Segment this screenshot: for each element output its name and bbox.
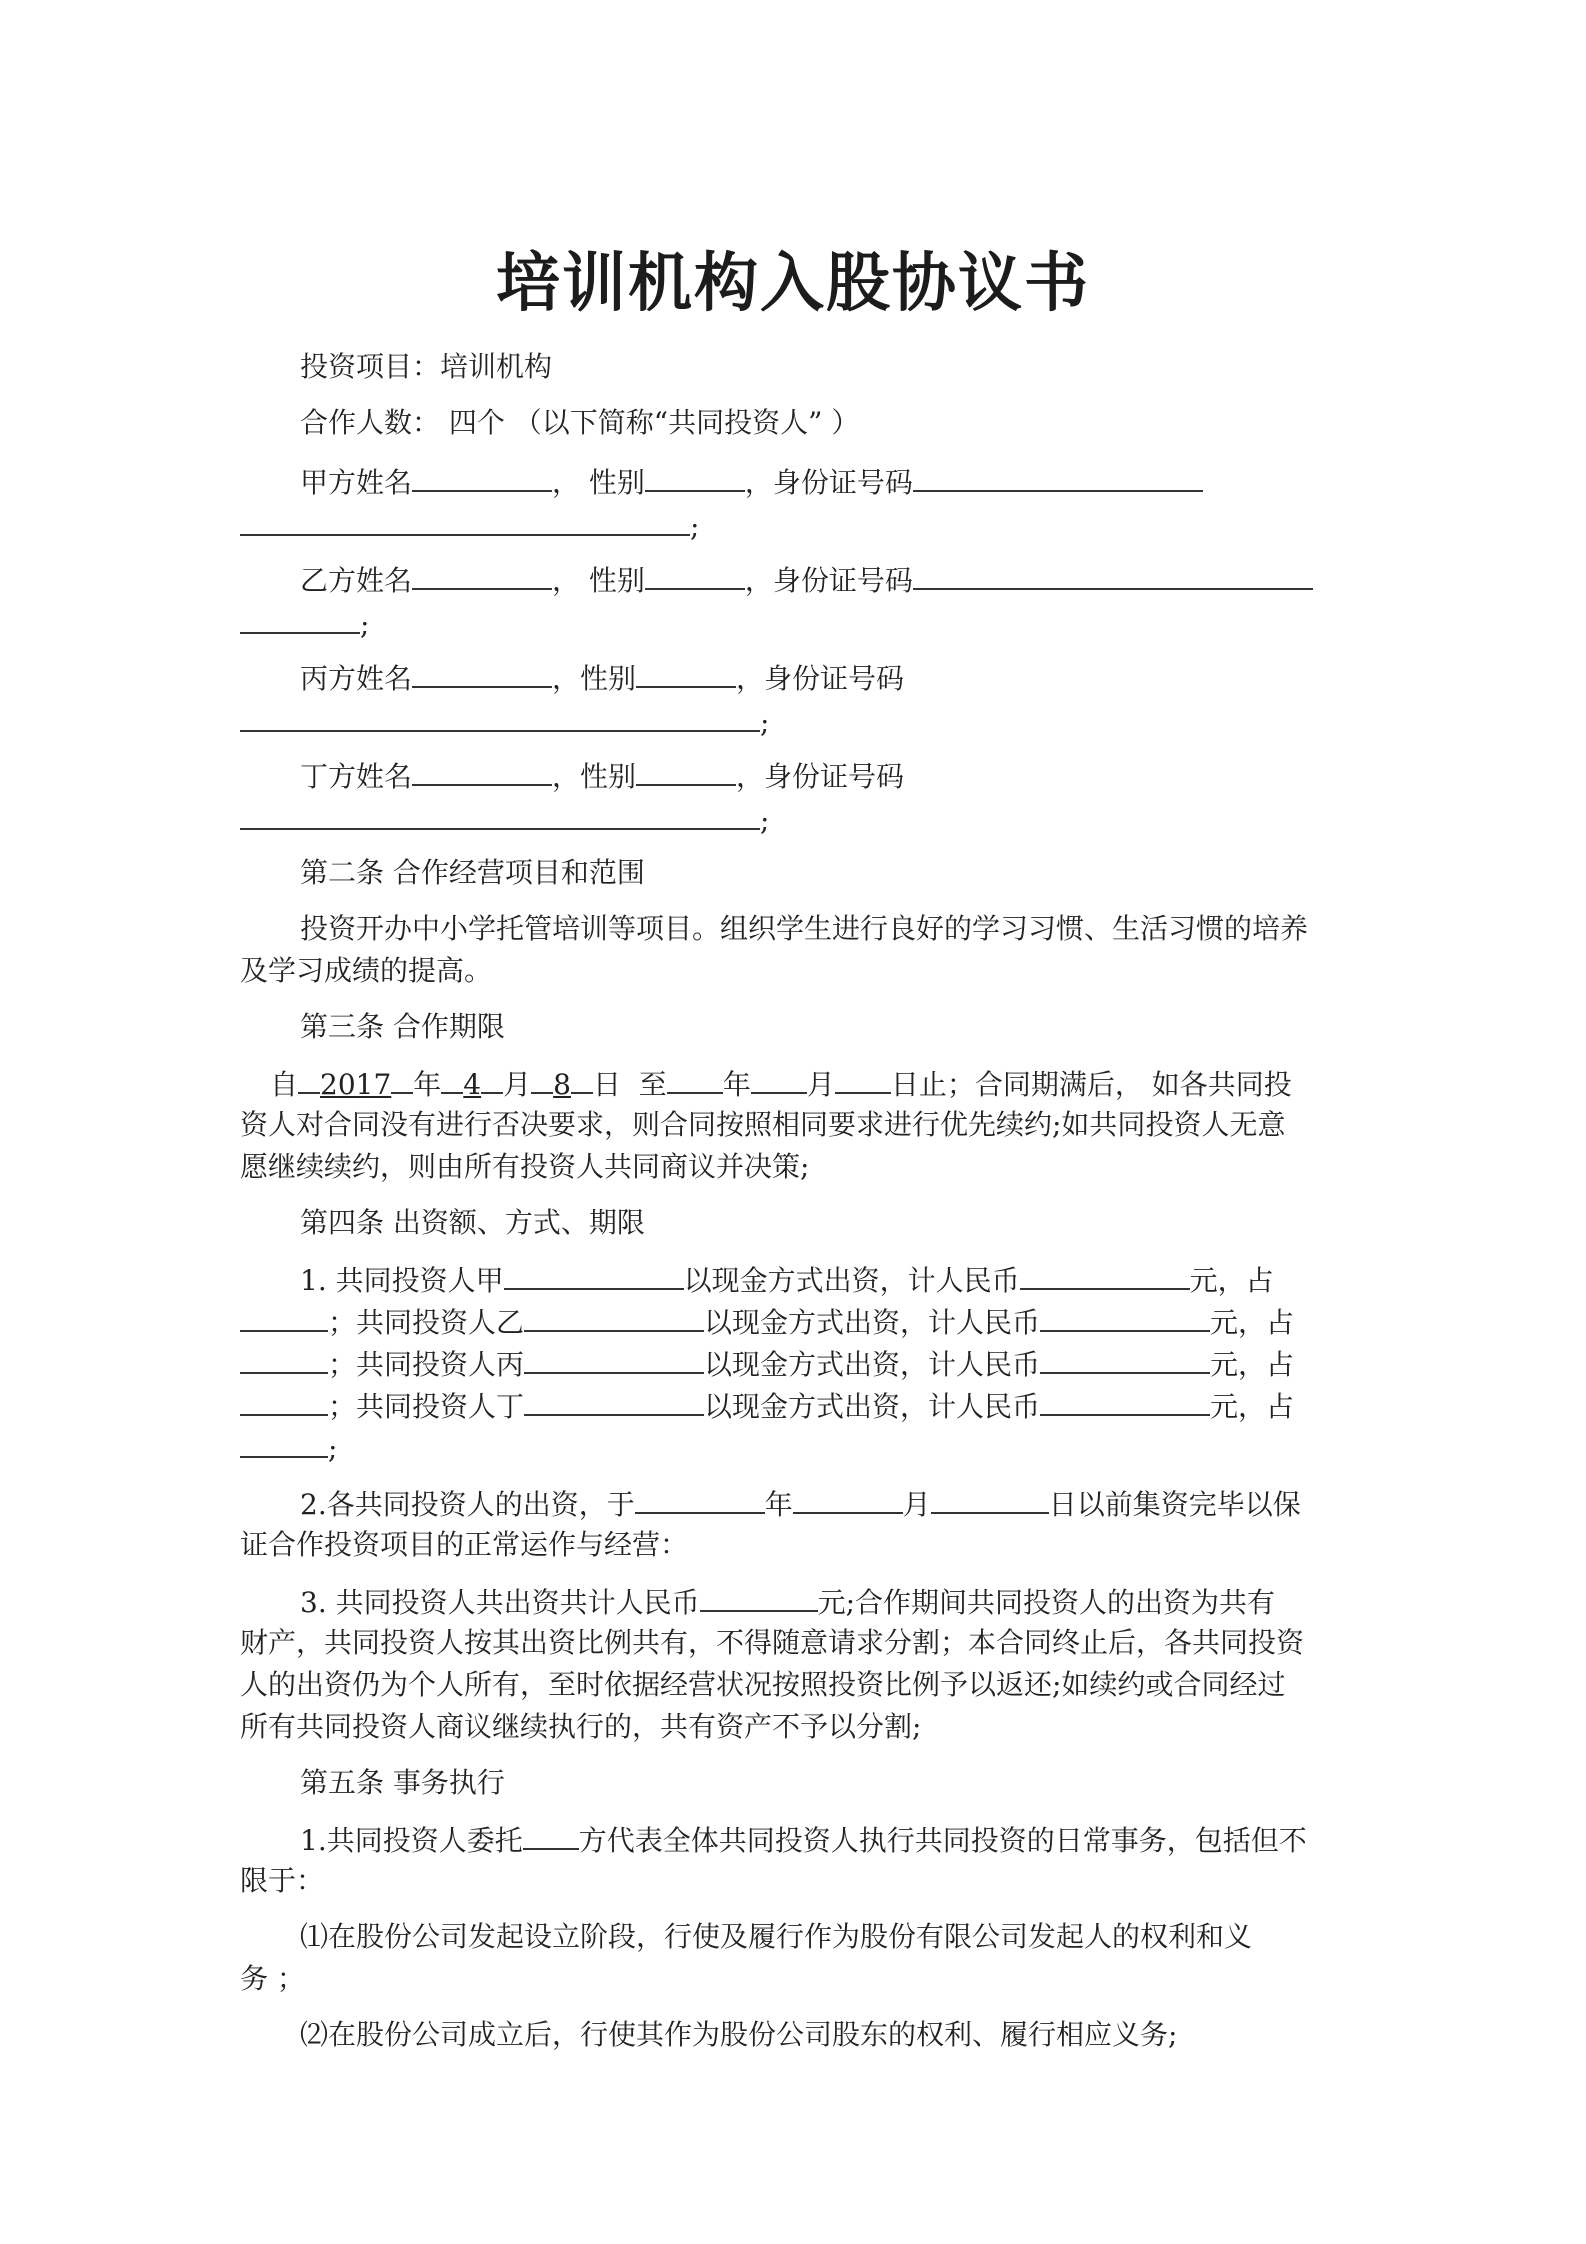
art4-item2-tail: 日以前集资完毕以保 <box>1048 1488 1301 1521</box>
party-a-name-blank[interactable] <box>412 460 552 492</box>
party-a-end: ; <box>690 510 700 543</box>
art3-y-label: 年 <box>413 1068 442 1101</box>
party-a-gender-blank[interactable] <box>645 460 745 492</box>
art4-item2-row2: 证合作投资项目的正常运作与经营： <box>240 1528 689 1561</box>
art4-yuan-d: 元，占 <box>1210 1390 1295 1423</box>
art4-cash-label-c: 以现金方式出资，计人民币 <box>704 1348 1041 1381</box>
art4-semi-a: ； <box>328 1306 357 1339</box>
art3-day: 8 <box>553 1068 571 1101</box>
art5-item1-tail: 方代表全体共同投资人执行共同投资的日常事务，包括但不 <box>578 1824 1307 1857</box>
art4-semi-c: ； <box>328 1390 357 1423</box>
art4-investor-b: 共同投资人乙 <box>356 1306 525 1339</box>
party-a-id-blank-2[interactable] <box>240 504 690 536</box>
art4-item1-row3 <box>240 1342 1360 1386</box>
article-2-text-2: 及学习成绩的提高。 <box>240 954 493 987</box>
art4-share-c-blank[interactable] <box>240 1384 328 1416</box>
party-c-name-label: 丙方姓名 <box>300 662 413 695</box>
party-d-id-blank[interactable] <box>240 798 760 830</box>
art3-blank-d1 <box>531 1062 553 1094</box>
party-a-gender-label: ， 性别 <box>552 466 645 499</box>
art4-item3-row4: 所有共同投资人商议继续执行的，共有资产不予以分割; <box>240 1710 922 1743</box>
party-c-name-blank[interactable] <box>412 656 552 688</box>
art4-investor-c-blank[interactable] <box>524 1342 704 1374</box>
art3-to: 至 <box>638 1068 667 1101</box>
art4-item3-row2: 财产，共同投资人按其出资比例共有，不得随意请求分割；本合同终止后，各共同投资 <box>240 1626 1305 1659</box>
art3-end-month-blank[interactable] <box>751 1062 807 1094</box>
art4-cash-label-a: 以现金方式出资，计人民币 <box>683 1264 1020 1297</box>
party-b-name-blank[interactable] <box>412 558 552 590</box>
art4-amount-b-blank[interactable] <box>1040 1300 1210 1332</box>
party-d-end: ; <box>760 804 770 837</box>
party-b-name-label: 乙方姓名 <box>300 564 413 597</box>
art3-m-label-2: 月 <box>806 1068 835 1101</box>
art4-item1-row1 <box>300 1258 1360 1302</box>
party-b-gender-label: ， 性别 <box>552 564 645 597</box>
party-b-id-blank[interactable] <box>913 558 1313 590</box>
party-a-line-2 <box>240 504 1360 548</box>
art4-item1-row2 <box>240 1300 1360 1344</box>
art4-investor-a: 1. 共同投资人甲 <box>300 1264 504 1297</box>
article-2-heading: 第二条 合作经营项目和范围 <box>300 856 645 889</box>
art5-sub1-row2: 务 ； <box>240 1962 305 1995</box>
art4-semi-b: ； <box>328 1348 357 1381</box>
art4-investor-d-blank[interactable] <box>524 1384 704 1416</box>
article-2-text-1: 投资开办中小学托管培训等项目。组织学生进行良好的学习习惯、生活习惯的培养 <box>300 912 1309 945</box>
art3-end-day-blank[interactable] <box>835 1062 891 1094</box>
party-d-line <box>300 754 1360 798</box>
party-d-gender-blank[interactable] <box>636 754 736 786</box>
art4-amount-d-blank[interactable] <box>1040 1384 1210 1416</box>
art4-share-b-blank[interactable] <box>240 1342 328 1374</box>
party-b-gender-blank[interactable] <box>645 558 745 590</box>
art4-item2-row1 <box>300 1482 1360 1526</box>
party-c-id-blank[interactable] <box>240 700 760 732</box>
party-b-id-blank-2[interactable] <box>240 602 360 634</box>
party-a-name-label: 甲方姓名 <box>300 466 413 499</box>
art4-item1-row5 <box>240 1426 1360 1470</box>
art4-item2-month-blank[interactable] <box>793 1482 903 1514</box>
partners-line: 合作人数： 四个 （以下简称“共同投资人” ） <box>300 406 860 439</box>
art4-yuan-b: 元，占 <box>1210 1306 1295 1339</box>
art4-investor-a-blank[interactable] <box>504 1258 684 1290</box>
art3-year: 2017 <box>320 1068 392 1101</box>
party-a-id-blank[interactable] <box>913 460 1203 492</box>
party-c-end: ; <box>760 706 770 739</box>
art4-amount-c-blank[interactable] <box>1040 1342 1210 1374</box>
art4-item3-row3: 人的出资仍为个人所有，至时依据经营状况按照投资比例予以返还;如续约或合同经过 <box>240 1668 1286 1701</box>
party-d-line-2 <box>240 798 1360 842</box>
art4-item2-year-label: 年 <box>764 1488 793 1521</box>
art3-blank-pre <box>298 1062 320 1094</box>
art4-investor-d: 共同投资人丁 <box>356 1390 525 1423</box>
party-b-line <box>300 558 1360 602</box>
art5-item1-row2: 限于： <box>240 1864 325 1897</box>
art4-share-a-blank[interactable] <box>240 1300 328 1332</box>
party-c-gender-blank[interactable] <box>636 656 736 688</box>
party-b-id-label: ，身份证号码 <box>744 564 913 597</box>
party-d-name-label: 丁方姓名 <box>300 760 413 793</box>
art4-item2-day-blank[interactable] <box>931 1482 1049 1514</box>
art4-yuan-a: 元，占 <box>1189 1264 1274 1297</box>
art4-item1-row4 <box>240 1384 1360 1428</box>
art4-end: ; <box>328 1432 338 1465</box>
art4-investor-b-blank[interactable] <box>524 1300 704 1332</box>
party-c-line <box>300 656 1360 700</box>
article-3-text-3: 愿继续续约，则由所有投资人共同商议并决策; <box>240 1150 810 1183</box>
party-c-gender-label: ，性别 <box>552 662 637 695</box>
art4-share-d-blank[interactable] <box>240 1426 328 1458</box>
art5-item1-text: 1.共同投资人委托 <box>300 1824 523 1857</box>
document-title: 培训机构入股协议书 <box>496 246 1090 321</box>
party-c-line-2 <box>240 700 1360 744</box>
art4-item2-month-label: 月 <box>902 1488 931 1521</box>
art4-cash-label-b: 以现金方式出资，计人民币 <box>704 1306 1041 1339</box>
article-3-heading: 第三条 合作期限 <box>300 1010 505 1043</box>
art3-blank-y <box>391 1062 413 1094</box>
art4-item2-text: 2.各共同投资人的出资，于 <box>300 1488 635 1521</box>
art3-blank-d2 <box>571 1062 593 1094</box>
party-c-id-label: ，身份证号码 <box>736 662 905 695</box>
art3-from: 自 <box>270 1068 299 1101</box>
art3-d-label: 日 <box>592 1068 621 1101</box>
art3-end-year-blank[interactable] <box>667 1062 723 1094</box>
art5-item1-row1 <box>300 1818 1360 1862</box>
art4-item3-text: 3. 共同投资人共出资共计人民币 <box>300 1586 700 1619</box>
art4-item3-tail: 元;合作期间共同投资人的出资为共有 <box>817 1586 1276 1619</box>
art5-sub1-row1: ⑴在股份公司发起设立阶段，行使及履行作为股份有限公司发起人的权利和义 <box>300 1920 1253 1953</box>
art3-month: 4 <box>463 1068 482 1101</box>
party-d-gender-label: ，性别 <box>552 760 637 793</box>
art3-blank-m1 <box>441 1062 463 1094</box>
art3-y-label-2: 年 <box>722 1068 751 1101</box>
art3-m-label: 月 <box>503 1068 532 1101</box>
article-4-heading: 第四条 出资额、方式、期限 <box>300 1206 645 1239</box>
art4-item3-row1 <box>300 1580 1360 1624</box>
art5-sub2-row1: ⑵在股份公司成立后，行使其作为股份公司股东的权利、履行相应义务; <box>300 2018 1178 2051</box>
art3-blank-m2 <box>481 1062 503 1094</box>
art5-item1-party-blank[interactable] <box>523 1818 579 1850</box>
party-b-line-2 <box>240 602 1360 646</box>
article-5-heading: 第五条 事务执行 <box>300 1766 505 1799</box>
article-3-text-2: 资人对合同没有进行否决要求，则合同按照相同要求进行优先续约;如共同投资人无意 <box>240 1108 1286 1141</box>
art4-amount-a-blank[interactable] <box>1020 1258 1190 1290</box>
party-a-line <box>300 460 1360 504</box>
art4-yuan-c: 元，占 <box>1210 1348 1295 1381</box>
article-3-text-1 <box>270 1062 1390 1106</box>
party-d-name-blank[interactable] <box>412 754 552 786</box>
art4-item3-amount-blank[interactable] <box>700 1580 818 1612</box>
project-line: 投资项目：培训机构 <box>300 350 553 383</box>
art4-item2-year-blank[interactable] <box>635 1482 765 1514</box>
art4-cash-label-d: 以现金方式出资，计人民币 <box>704 1390 1041 1423</box>
party-a-id-label: ，身份证号码 <box>744 466 913 499</box>
art4-investor-c: 共同投资人丙 <box>356 1348 525 1381</box>
art3-end-text: 日止；合同期满后， 如各共同投 <box>890 1068 1292 1101</box>
party-b-end: ; <box>360 608 370 641</box>
party-d-id-label: ，身份证号码 <box>736 760 905 793</box>
